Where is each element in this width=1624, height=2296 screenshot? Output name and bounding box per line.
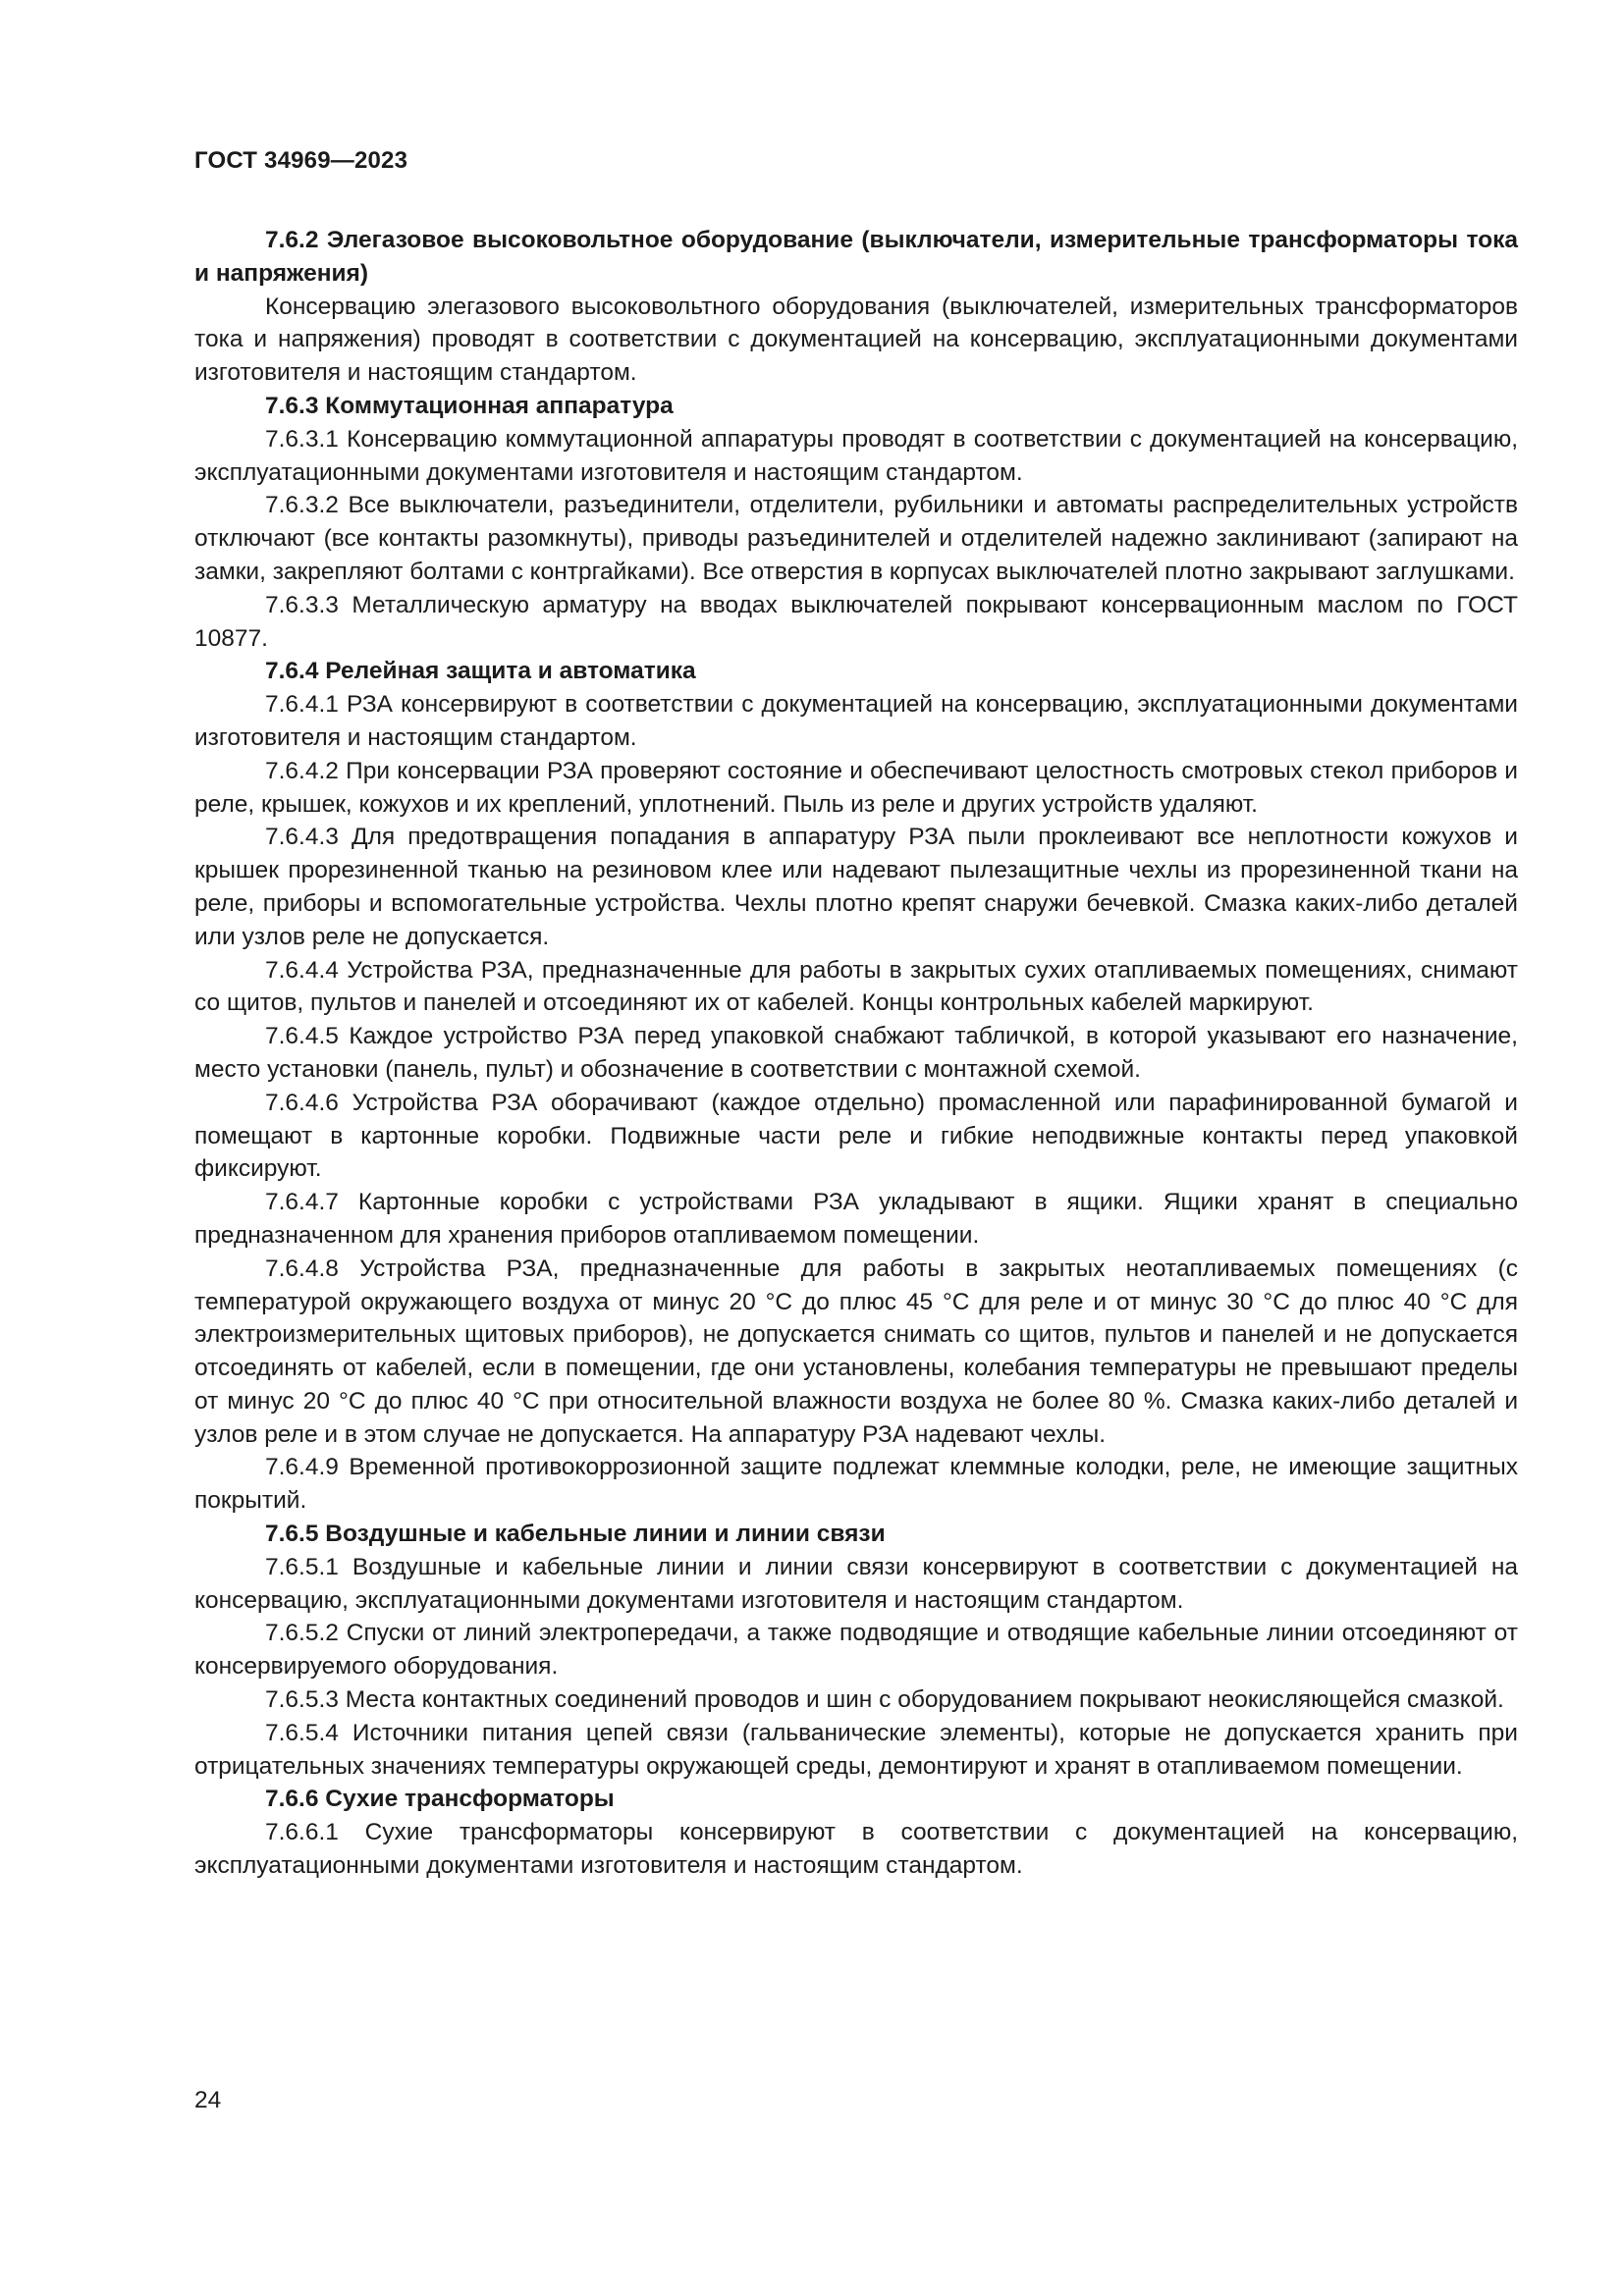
paragraph: 7.6.5.3 Места контактных соединений проводов и шин с оборудованием покрывают неокисляющейся смазкой. [265, 1686, 1504, 1714]
paragraph: 7.6.4.8 Устройства РЗА, предназначенные для работы в закрытых неотапливаемых помещениях (с температурой окружающего воздуха от минус 20 °С до плюс 45 °С для реле и от минус 30 °С до плюс 40 °С для электроизмерительных щитовых приборов), не допускается снимать со щитов, пультов и панелей и не допускается отсоединять от кабелей, если в помещении, где они установлены, колебания температуры не превышают пределы от минус 20 °С до плюс 40 °С при относительной влажности воздуха не более 80 %. Смазка каких-либо деталей и узлов реле и в этом случае не допускается. На аппаратуру РЗА надевают чехлы. [194, 1255, 1518, 1448]
section-heading-7-6-5: 7.6.5 Воздушные и кабельные линии и линии связи [265, 1521, 886, 1548]
section-heading-7-6-6: 7.6.6 Сухие трансформаторы [265, 1786, 615, 1813]
paragraph: 7.6.3.2 Все выключатели, разъединители, отделители, рубильники и автоматы распределительных устройств отключают (все контакты разомкнуты), приводы разъединителей и отделителей надежно заклинивают (запирают на замки, закрепляют болтами с контргайками). Все отверстия в корпусах выключателей плотно закрывают заглушками. [194, 492, 1518, 585]
paragraph: 7.6.4.2 При консервации РЗА проверяют состояние и обеспечивают целостность смотровых стекол приборов и реле, крышек, кожухов и их креплений, уплотнений. Пыль из реле и других устройств удаляют. [194, 757, 1518, 818]
section-heading-7-6-2: 7.6.2 Элегазовое высоковольтное оборудование (выключатели, измерительные трансформаторы тока и напряжения) [194, 227, 1518, 287]
section-heading-7-6-4: 7.6.4 Релейная защита и автоматика [265, 658, 696, 685]
paragraph: Консервацию элегазового высоковольтного оборудования (выключателей, измерительных трансформаторов тока и напряжения) проводят в соответствии с документацией на консервацию, эксплуатационными документами изготовителя и настоящим стандартом. [194, 293, 1518, 387]
paragraph: 7.6.4.7 Картонные коробки с устройствами РЗА укладывают в ящики. Ящики хранят в специально предназначенном для хранения приборов отапливаемом помещении. [194, 1189, 1518, 1249]
paragraph: 7.6.4.6 Устройства РЗА оборачивают (каждое отдельно) промасленной или парафинированной бумагой и помещают в картонные коробки. Подвижные части реле и гибкие неподвижные контакты перед упаковкой фиксируют. [194, 1089, 1518, 1183]
paragraph: 7.6.6.1 Сухие трансформаторы консервируют в соответствии с документацией на консервацию, эксплуатационными документами изготовителя и настоящим стандартом. [194, 1819, 1518, 1880]
paragraph: 7.6.4.1 РЗА консервируют в соответствии с документацией на консервацию, эксплуатационными документами изготовителя и настоящим стандартом. [194, 691, 1518, 751]
paragraph: 7.6.4.4 Устройства РЗА, предназначенные для работы в закрытых сухих отапливаемых помещениях, снимают со щитов, пультов и панелей и отсоединяют их от кабелей. Концы контрольных кабелей маркируют. [194, 956, 1518, 1017]
paragraph: 7.6.5.2 Спуски от линий электропередачи, а также подводящие и отводящие кабельные линии отсоединяют от консервируемого оборудования. [194, 1620, 1518, 1681]
document-code: ГОСТ 34969—2023 [194, 147, 408, 174]
page-number: 24 [194, 2087, 222, 2113]
section-heading-7-6-3: 7.6.3 Коммутационная аппаратура [265, 392, 674, 419]
paragraph: 7.6.3.1 Консервацию коммутационной аппаратуры проводят в соответствии с документацией на консервацию, эксплуатационными документами изготовителя и настоящим стандартом. [194, 425, 1518, 486]
paragraph: 7.6.5.4 Источники питания цепей связи (гальванические элементы), которые не допускается хранить при отрицательных значениях температуры окружающей среды, демонтируют и хранят в отапливаемом помещении. [194, 1719, 1518, 1780]
paragraph: 7.6.4.3 Для предотвращения попадания в аппаратуру РЗА пыли проклеивают все неплотности кожухов и крышек прорезиненной тканью на резиновом клее или надевают пылезащитные чехлы из прорезиненной ткани на реле, приборы и вспомогательные устройства. Чехлы плотно крепят снаружи бечевкой. Смазка каких-либо деталей или узлов реле не допускается. [194, 824, 1518, 950]
paragraph: 7.6.3.3 Металлическую арматуру на вводах выключателей покрывают консервационным маслом по ГОСТ 10877. [194, 591, 1518, 652]
paragraph: 7.6.4.9 Временной противокоррозионной защите подлежат клеммные колодки, реле, не имеющие защитных покрытий. [194, 1454, 1518, 1515]
document-body [194, 224, 1518, 1883]
paragraph: 7.6.5.1 Воздушные и кабельные линии и линии связи консервируют в соответствии с документацией на консервацию, эксплуатационными документами изготовителя и настоящим стандартом. [194, 1553, 1518, 1614]
paragraph: 7.6.4.5 Каждое устройство РЗА перед упаковкой снабжают табличкой, в которой указывают его назначение, место установки (панель, пульт) и обозначение в соответствии с монтажной схемой. [194, 1023, 1518, 1083]
